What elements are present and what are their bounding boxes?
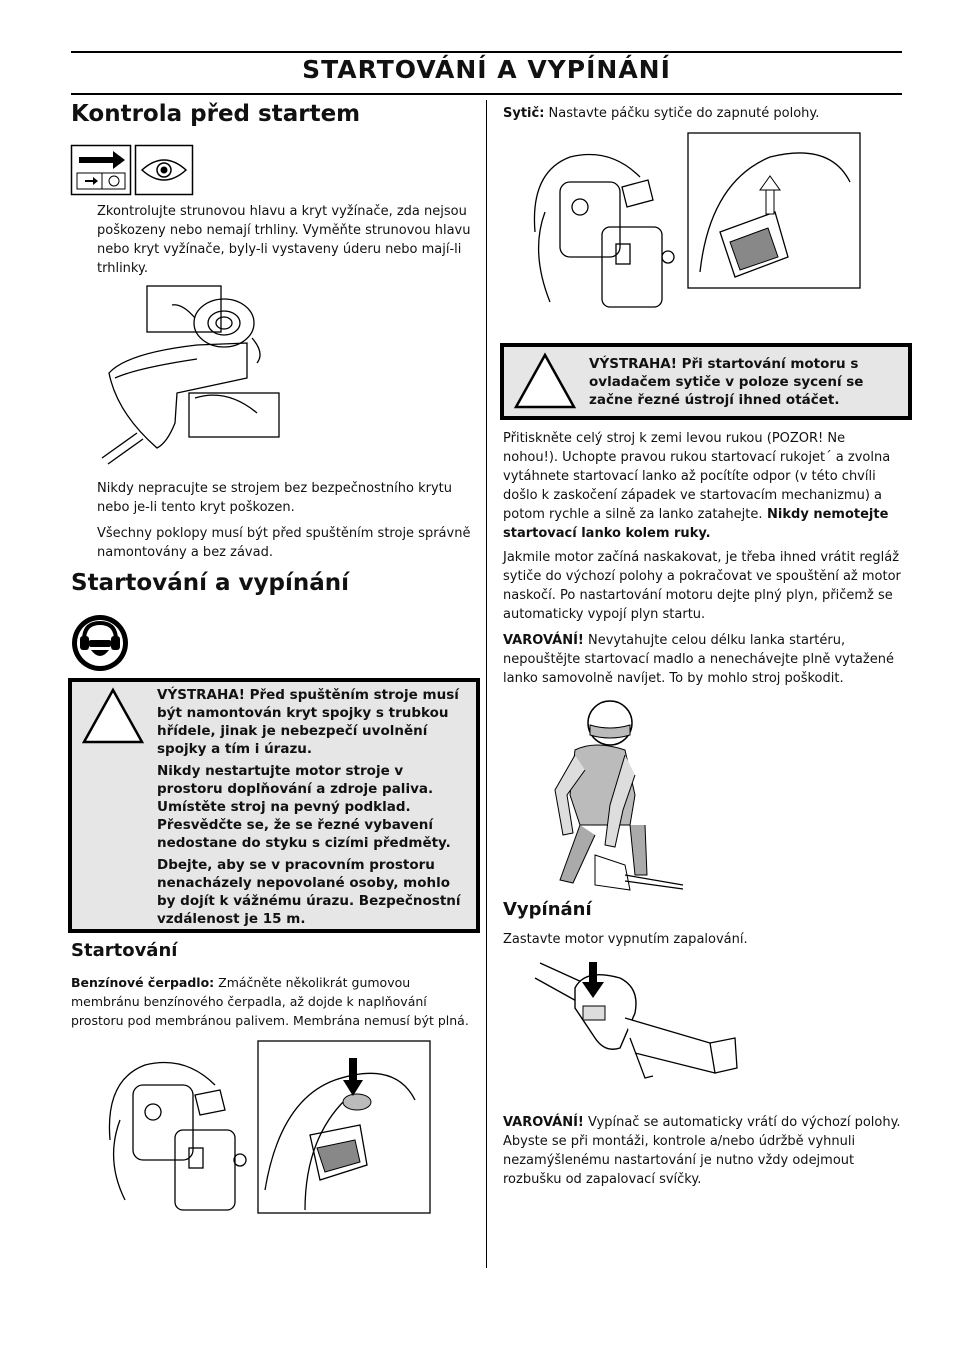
- title-rule: [71, 93, 902, 95]
- warning-triangle-icon: [82, 688, 144, 744]
- caution2-text: Vypínač se automaticky vrátí do výchozí polohy. Abyste se při montáži, kontrole a/nebo údržbě vyhnuli nezamýšlenému nastartování je nutno vždy odejmout rozbušku od zapalovací svíčky.: [503, 1115, 901, 1187]
- pump-label: Benzínové čerpadlo:: [71, 975, 215, 990]
- start-text: Přitiskněte celý stroj k zemi levou rukou (POZOR! Ne nohou!). Uchopte pravou rukou startovací rukojet´ a zvolna vytáhnete startovací lanko až pocítíte odpor (v této chvíli došlo k zaskočení západek ve startovacím mechanizmu) a potom rychle a silně za lanko zatahejte.: [503, 431, 891, 522]
- stop-text: Zastavte motor vypnutím zapalování.: [503, 932, 748, 947]
- choke-text: Nastavte páčku sytiče do zapnuté polohy.: [544, 106, 820, 121]
- choke-paragraph: [503, 104, 903, 123]
- warning-start-3: Dbejte, aby se v pracovním prostoru nenacházely nepovolané osoby, mohlo by dojít k vážnému úrazu. Bezpečnostní vzdálenost je 15 m.: [157, 857, 461, 927]
- warning-triangle-icon: [514, 353, 576, 409]
- choke-illustration: [530, 132, 865, 317]
- caution2-paragraph: [503, 1113, 903, 1189]
- top-rule: [71, 51, 902, 53]
- trimmer-guard-illustration: [97, 283, 297, 483]
- choke-label: Sytič:: [503, 106, 545, 121]
- ear-eye-protection-icon: [71, 614, 129, 672]
- arrow-book-icon: [71, 145, 131, 195]
- warning-box-start: [68, 678, 480, 933]
- warning-box-choke: [500, 343, 912, 420]
- eye-icon: [135, 145, 193, 195]
- start-paragraph: [503, 429, 903, 543]
- heading-start-stop: Startování a vypínání: [71, 570, 350, 596]
- start-bold: Nikdy nemotejte startovací lanko kolem ruky.: [503, 507, 889, 541]
- heading-starting: Startování: [71, 940, 178, 961]
- caution-text: Nevytahujte celou délku lanka startéru, nepouštějte startovací madlo a nenechávejte plně vytažené lanko samovolně navíjet. To by mohlo stroj poškodit.: [503, 633, 894, 686]
- heading-check: Kontrola před startem: [71, 101, 361, 127]
- page-title: STARTOVÁNÍ A VYPÍNÁNÍ: [302, 55, 671, 84]
- warning-choke-text: VÝSTRAHA! Při startování motoru s ovladačem sytiče v poloze sycení se začne řezné ústrojí ihned otáčet.: [589, 356, 864, 408]
- heading-stopping: Vypínání: [503, 899, 592, 920]
- caution-label: VAROVÁNÍ!: [503, 633, 584, 648]
- caution-paragraph: [503, 631, 903, 688]
- pump-text: Zmáčněte několikrát gumovou membránu benzínového čerpadla, až dojde k naplňování prostoru pod membránou palivem. Membrána nemusí být plná.: [71, 975, 469, 1028]
- fuel-pump-illustration: [105, 1040, 435, 1215]
- caution2-label: VAROVÁNÍ!: [503, 1115, 584, 1130]
- warning-start-2: Nikdy nestartujte motor stroje v prostoru doplňování a zdroje paliva. Umístěte stroj na pevný podklad. Přesvědčte se, že se řezné vybavení nedostane do styku s cizími předměty.: [157, 763, 451, 851]
- worker-starting-illustration: [535, 695, 685, 890]
- pump-paragraph: [71, 973, 477, 1030]
- warning-start-1: VÝSTRAHA! Před spuštěním stroje musí být namontován kryt spojky s trubkou hřídele, jinak je nebezpečí uvolnění spojky a tím i úrazu.: [157, 687, 459, 757]
- column-divider: [486, 100, 487, 1268]
- choke-return-text: Jakmile motor začíná naskakovat, je třeba ihned vrátit regláž sytiče do výchozí polohy a pokračovat ve spouštění až motor naskočí. Po nastartování motoru dejte plný plyn, přičemž se automaticky vypojí plyn startu.: [503, 550, 901, 622]
- stop-switch-illustration: [535, 958, 740, 1088]
- guard-text-2: Všechny poklopy musí být před spuštěním stroje správně namontovány a bez závad.: [97, 526, 471, 560]
- check-text: Zkontrolujte strunovou hlavu a kryt vyžínače, zda nejsou poškozeny nebo nemají trhliny. Vyměňte strunovou hlavu nebo kryt vyžínače, byly-li vystaveny úderu nebo mají-li trhlinky.: [97, 204, 471, 276]
- guard-text-1: Nikdy nepracujte se strojem bez bezpečnostního krytu nebo je-li tento kryt poškozen.: [97, 481, 452, 515]
